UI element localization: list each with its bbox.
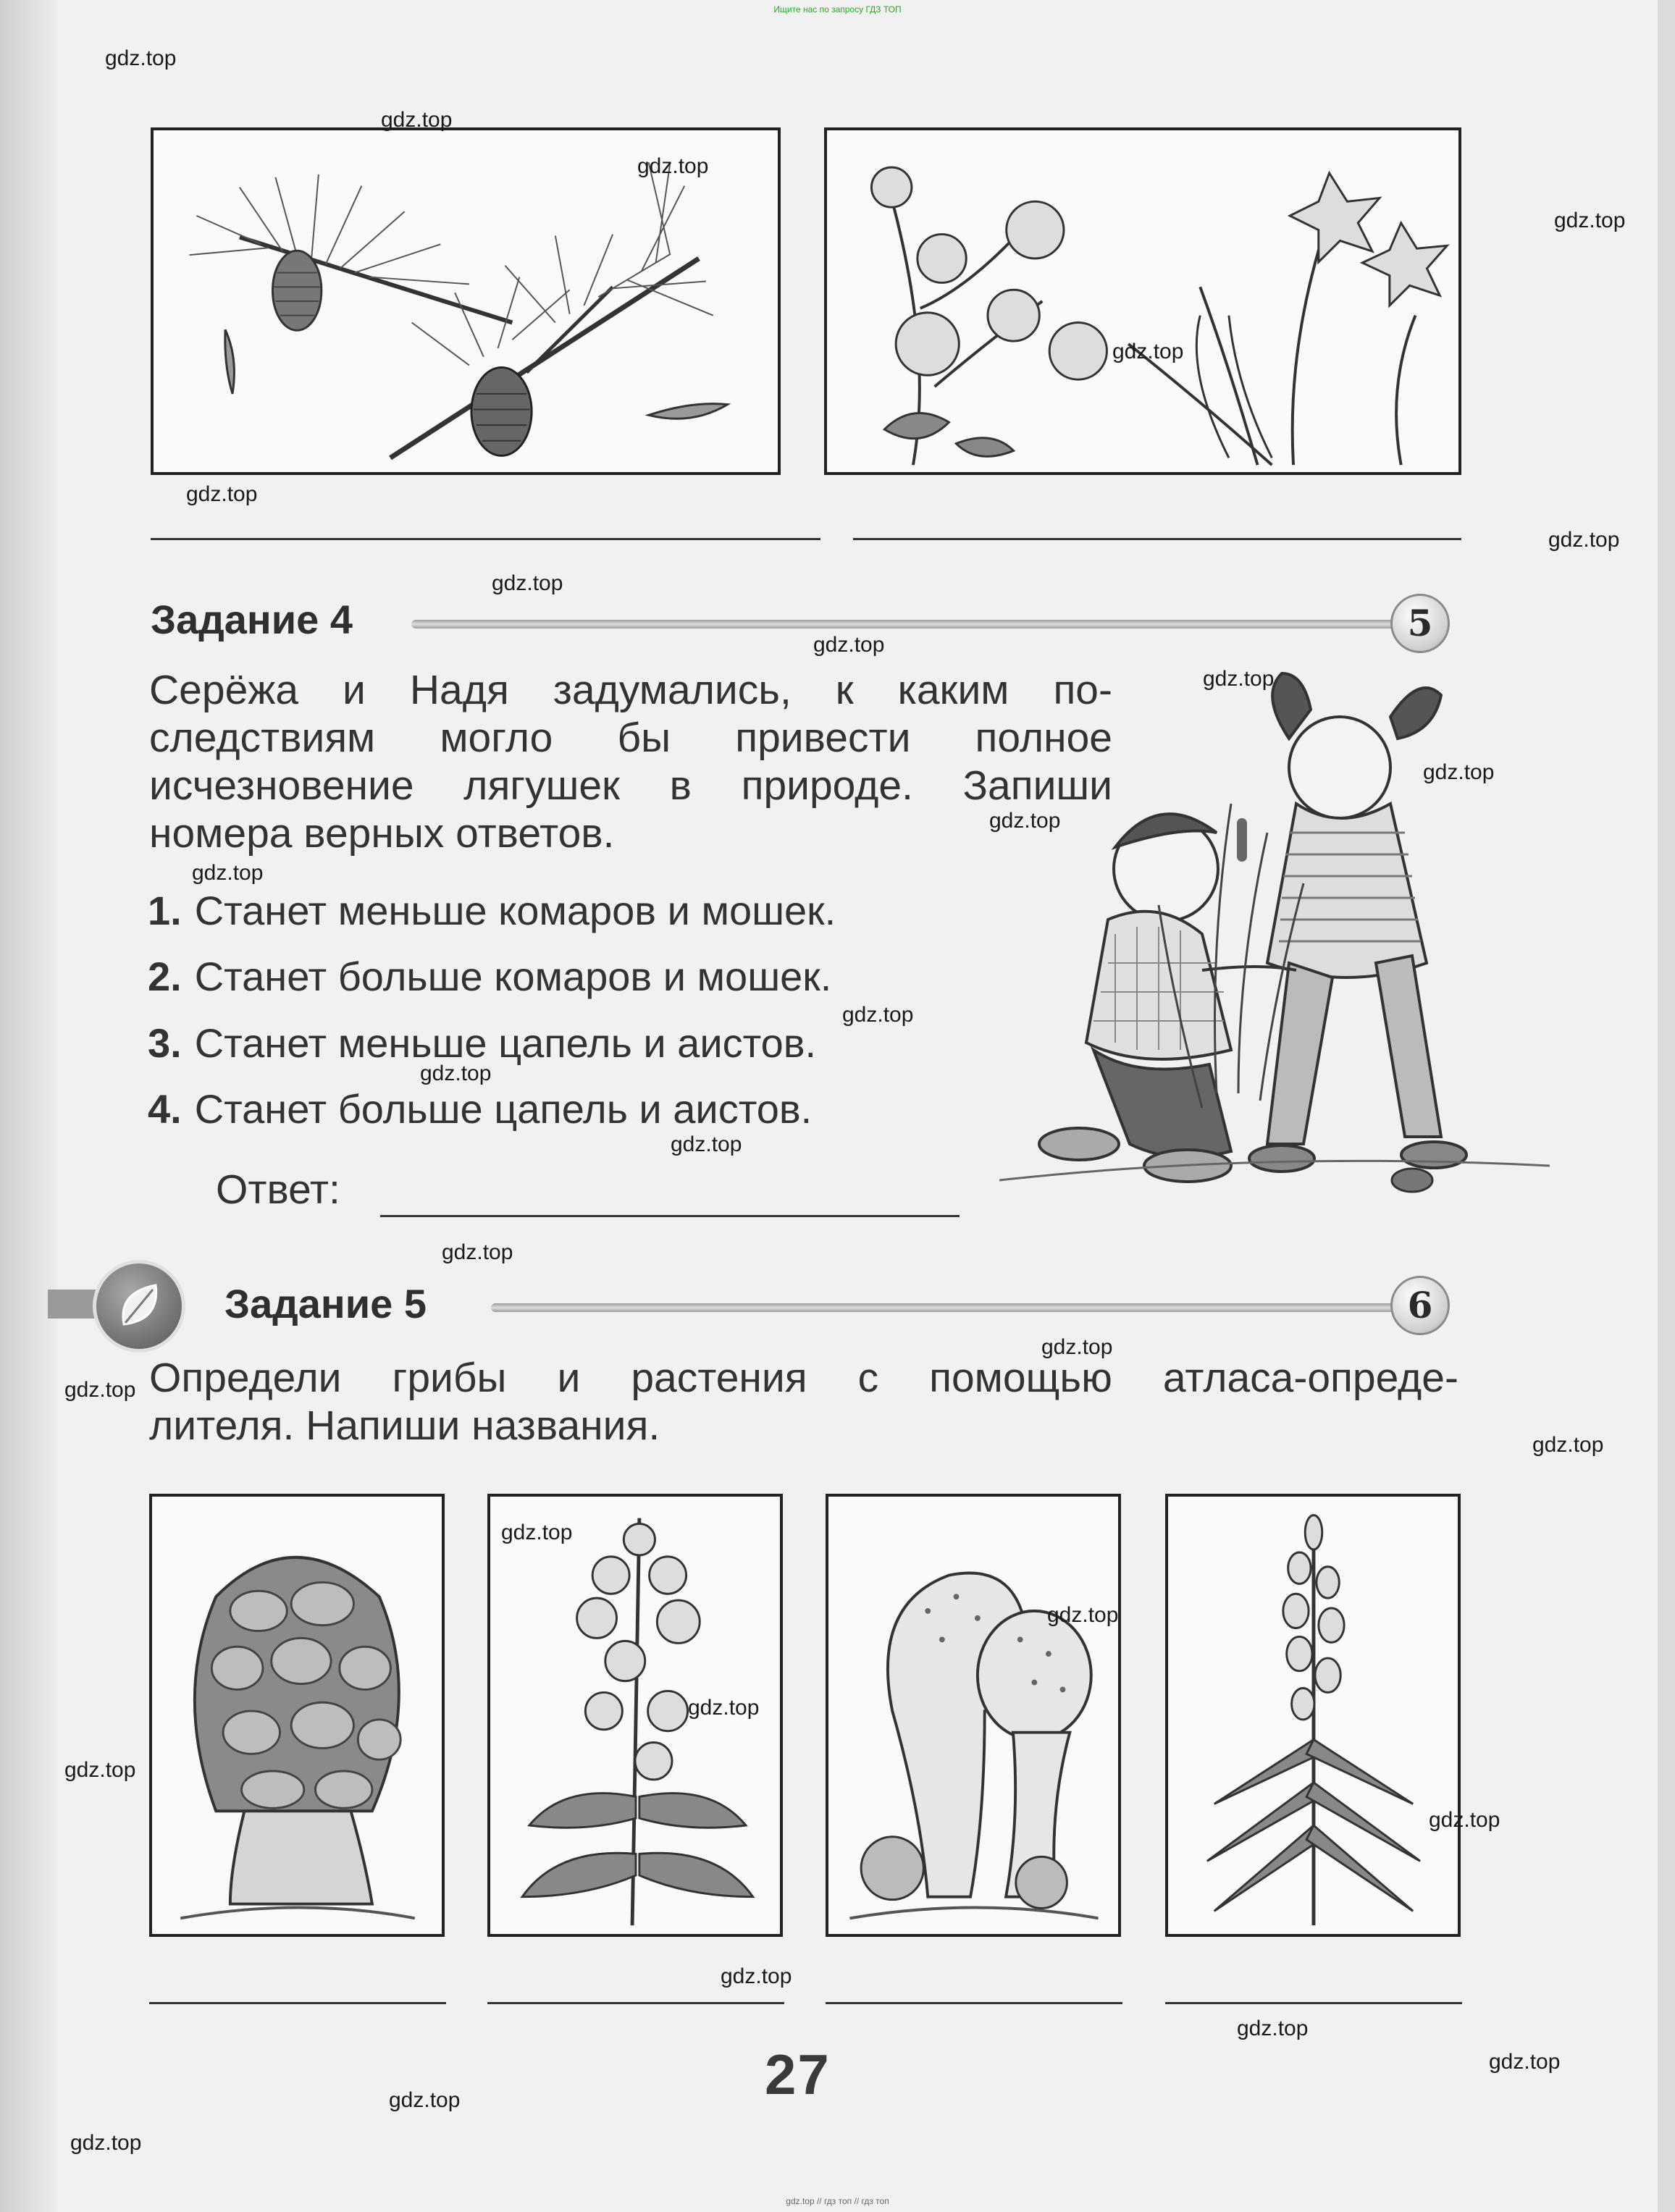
watermark: gdz.top [492,571,563,595]
watermark: gdz.top [637,154,709,178]
answer-input-line[interactable] [380,1215,960,1217]
page-gutter [0,0,58,2212]
header-note: Ищите нас по запросу ГДЗ ТОП [773,4,902,14]
task-4-text [149,666,1112,857]
option-text: Станет больше комаров и мошек. [194,954,832,999]
option-number: 4. [148,1086,182,1132]
watermark: gdz.top [813,633,885,657]
task-4-option [148,1019,816,1067]
watermark: gdz.top [1489,2050,1561,2074]
task-5-rule [491,1303,1411,1312]
answer-line [151,538,820,540]
watermark: gdz.top [389,2088,461,2112]
task-4-title: Задание 4 [151,597,353,642]
watermark: gdz.top [64,1758,136,1782]
task-5-text-line: Определи грибы и растения с помощью атласа-опреде- [149,1355,1458,1401]
watermark: gdz.top [381,108,453,132]
watermark: gdz.top [105,46,177,70]
task-4-option [148,1085,812,1132]
option-number: 2. [148,954,182,999]
illustration-flowers [824,127,1461,475]
illustration-morel-mushroom [149,1494,445,1937]
task-4-text-line: исчезновение лягушек в природе. Запиши [149,762,1112,809]
watermark: gdz.top [1423,760,1495,784]
watermark: gdz.top [501,1521,573,1544]
option-number: 1. [148,888,182,933]
watermark: gdz.top [1203,667,1275,691]
task-4-rule [411,620,1411,628]
watermark: gdz.top [1041,1335,1113,1359]
watermark: gdz.top [186,482,258,506]
task-4-option [148,953,831,1000]
watermark: gdz.top [842,1003,914,1027]
answer-label: Ответ: [216,1166,340,1213]
answer-line [826,2002,1122,2004]
task-4-option [148,887,836,934]
task-4-text-line: следствиям могло бы привести полное [149,715,1112,761]
watermark: gdz.top [1532,1433,1604,1457]
illustration-puffball-mushrooms [826,1494,1121,1937]
answer-line [853,538,1461,540]
option-number: 3. [148,1020,182,1066]
illustration-fireweed-plant [1165,1494,1461,1937]
page-edge [1658,0,1675,2212]
watermark: gdz.top [1047,1603,1119,1627]
task-5-title: Задание 5 [224,1281,427,1326]
illustration-children-and-frog [999,659,1550,1209]
watermark: gdz.top [420,1061,492,1085]
page-number: 27 [765,2043,831,2106]
task-5-text-line: лителя. Напиши названия. [149,1403,660,1449]
watermark: gdz.top [1548,528,1620,552]
watermark: gdz.top [192,861,264,885]
answer-line [487,2002,784,2004]
watermark: gdz.top [989,809,1061,833]
watermark: gdz.top [1112,340,1184,363]
task-4-text-line: Серёжа и Надя задумались, к каким по- [149,667,1112,713]
task-4-points-badge: 5 [1390,594,1450,653]
watermark: gdz.top [1237,2017,1309,2040]
answer-line [149,2002,446,2004]
illustration-conifer-branches [151,127,781,475]
task-5-points-badge: 6 [1390,1276,1450,1335]
watermark: gdz.top [688,1696,760,1720]
option-text: Станет меньше цапель и аистов. [194,1020,817,1066]
option-text: Станет меньше комаров и мошек. [194,888,836,933]
watermark: gdz.top [1554,209,1626,232]
watermark: gdz.top [442,1240,513,1264]
watermark: gdz.top [64,1378,136,1402]
option-text: Станет больше цапель и аистов. [194,1086,813,1132]
watermark: gdz.top [1429,1808,1500,1832]
watermark: gdz.top [70,2131,142,2155]
answer-line [1165,2002,1462,2004]
task-4-text-line: номера верных ответов. [149,810,615,857]
leaf-icon [93,1260,185,1353]
task-5-text [149,1354,1458,1450]
watermark: gdz.top [671,1132,742,1156]
footer-note: gdz.top // гдз топ // гдз топ [786,2196,889,2206]
watermark: gdz.top [721,1964,792,1988]
